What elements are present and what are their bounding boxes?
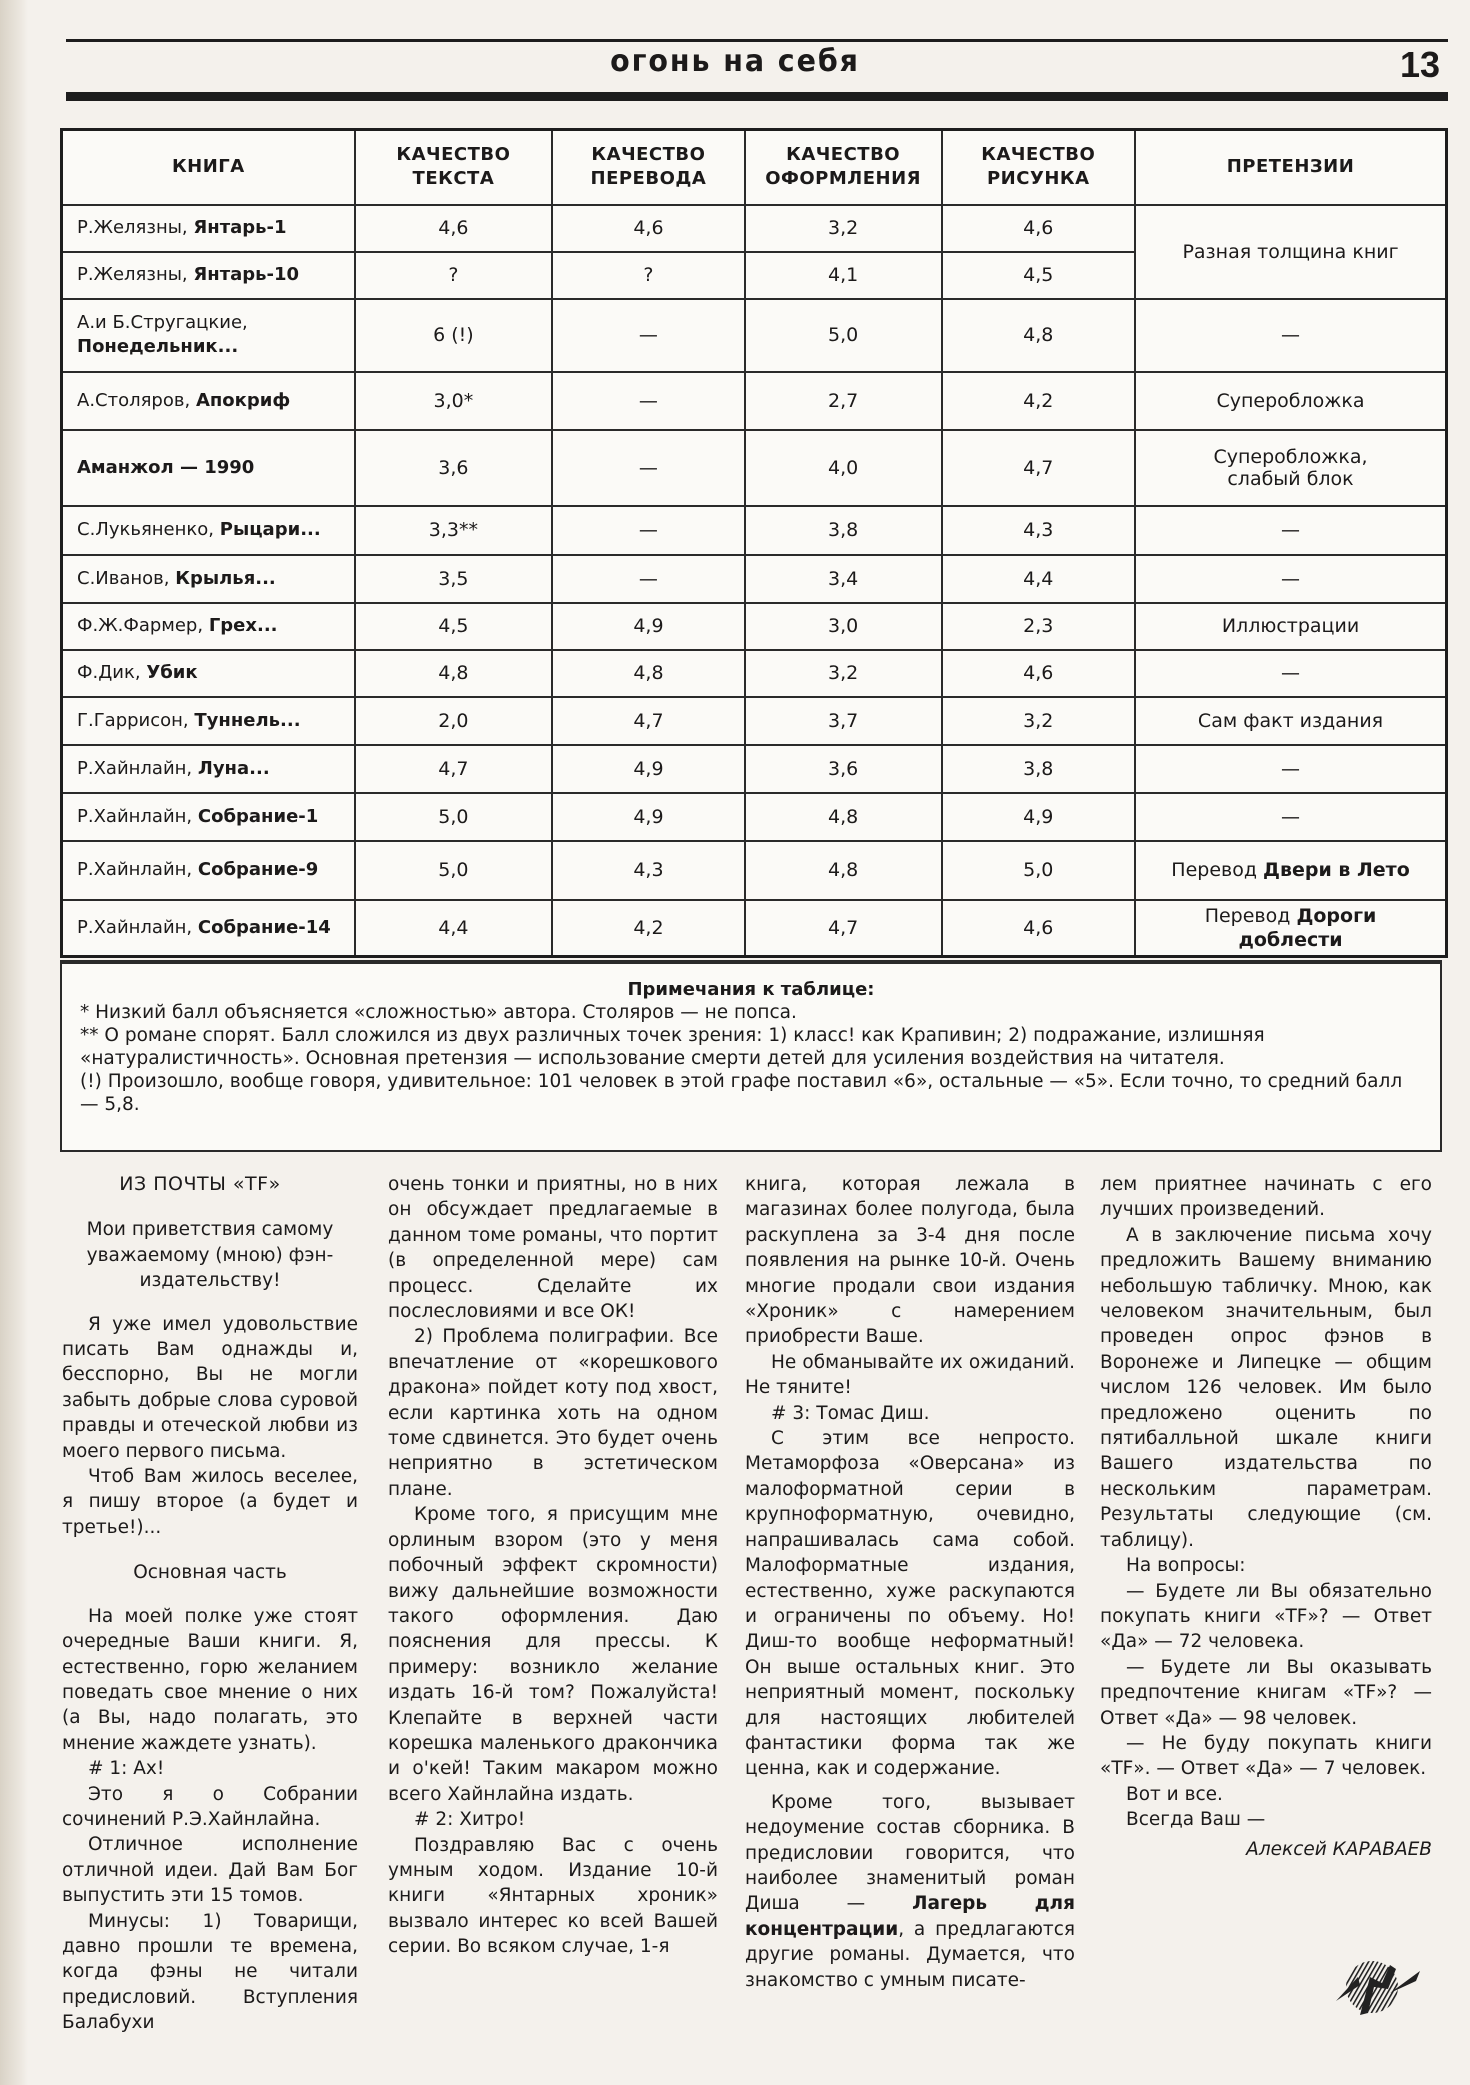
claims-cell: — xyxy=(1135,793,1446,841)
translation-quality-cell: ? xyxy=(552,252,745,299)
book-cell: Ф.Дик, Убик xyxy=(62,650,355,697)
book-cell: А.Столяров, Апокриф xyxy=(62,372,355,430)
book-cell: Р.Хайнлайн, Луна... xyxy=(62,745,355,793)
book-cell: С.Лукьяненко, Рыцари... xyxy=(62,506,355,555)
note-item: * Низкий балл объясняется «сложностью» автора. Столяров — не попса. xyxy=(80,1002,797,1023)
text-quality-cell: 5,0 xyxy=(355,793,552,841)
text-quality-cell: ? xyxy=(355,252,552,299)
paragraph: # 1: Ах! xyxy=(88,1758,165,1780)
column-header-design-quality: КАЧЕСТВО ОФОРМЛЕНИЯ xyxy=(745,130,942,205)
book-cell: Р.Желязны, Янтарь-1 xyxy=(62,205,355,252)
book-cell: Р.Хайнлайн, Собрание-1 xyxy=(62,793,355,841)
drawing-quality-cell: 4,9 xyxy=(942,793,1136,841)
translation-quality-cell: 4,3 xyxy=(552,841,745,900)
page-number: 13 xyxy=(1399,44,1440,85)
table-row xyxy=(62,603,1447,650)
text-quality-cell: 4,6 xyxy=(355,205,552,252)
paragraph: Я уже имел удовольствие писать Вам однажды и, бесспорно, Вы не могли забыть добрые слова суровой правды и отеческой любви из моего первого письма. xyxy=(62,1313,358,1462)
translation-quality-cell: 4,7 xyxy=(552,697,745,745)
paragraph: Это я о Собрании сочинений Р.Э.Хайнлайна. xyxy=(62,1783,358,1830)
paragraph: Кроме того, вызывает недоумение состав сборника. В предисловии говорится, что наиболее знаменитый роман Диша — Лагерь для концентрации, а предлагаются другие романы. Думается, что знакомство с умным писате- xyxy=(745,1791,1075,1991)
paragraph: 2) Проблема полиграфии. Все впечатление от «корешкового дракона» пойдет коту под хвост, если картинка хоть на одном томе сдвинется. Это будет очень неприятно в эстетическом плане. xyxy=(388,1326,718,1500)
table-row xyxy=(62,430,1447,506)
article-column-3 xyxy=(745,1172,1075,1993)
paragraph: книга, которая лежала в магазинах более полугода, была раскуплена за 3-4 дня после появления на рынке 10-й. Очень многие продали свои издания «Хроник» с намерением приобрести Ваше. xyxy=(745,1174,1075,1348)
claims-cell: — xyxy=(1135,555,1446,603)
header-rule-top xyxy=(66,39,1448,42)
article-greeting: Мои приветствия самому уважаемому (мною) фэн-издательству! xyxy=(86,1219,334,1292)
article-rubric: ИЗ ПОЧТЫ «TF» xyxy=(119,1173,281,1195)
text-quality-cell: 4,8 xyxy=(355,650,552,697)
design-quality-cell: 4,0 xyxy=(745,430,942,506)
paragraph: На моей полке уже стоят очередные Ваши книги. Я, естественно, горю желанием поведать свое мнение о них (а Вы, надо полагать, это мнение жаждете узнать). xyxy=(62,1605,358,1754)
table-row xyxy=(62,697,1447,745)
column-header-drawing-quality: КАЧЕСТВО РИСУНКА xyxy=(942,130,1136,205)
article-column-1 xyxy=(62,1172,358,2036)
translation-quality-cell: — xyxy=(552,299,745,372)
book-cell: Р.Хайнлайн, Собрание-9 xyxy=(62,841,355,900)
paragraph: А в заключение письма хочу предложить Вашему вниманию небольшую табличку. Мною, как человеком значительным, был проведен опрос фэнов в Воронеже и Липецке — общим числом 126 человек. Им было предложено оценить по пятибалльной шкале книги Вашего издательства по нескольким параметрам. Результаты следующие (см. таблицу). xyxy=(1100,1224,1432,1551)
text-quality-cell: 4,7 xyxy=(355,745,552,793)
design-quality-cell: 2,7 xyxy=(745,372,942,430)
translation-quality-cell: 4,6 xyxy=(552,205,745,252)
section-title: огонь на себя xyxy=(610,44,860,79)
table-row xyxy=(62,506,1447,555)
paragraph: Всегда Ваш — xyxy=(1126,1809,1266,1831)
drawing-quality-cell: 4,4 xyxy=(942,555,1136,603)
paragraph: Вот и все. xyxy=(1126,1783,1223,1805)
text-quality-cell: 5,0 xyxy=(355,841,552,900)
claims-cell: Разная толщина книг xyxy=(1135,205,1446,299)
text-quality-cell: 2,0 xyxy=(355,697,552,745)
survey-question: — Будете ли Вы оказывать предпочтение книгам «TF»? — Ответ «Да» — 98 человек. xyxy=(1100,1656,1432,1729)
translation-quality-cell: 4,9 xyxy=(552,603,745,650)
article-subhead: Основная часть xyxy=(133,1562,287,1584)
survey-question: — Будете ли Вы обязательно покупать книги «TF»? — Ответ «Да» — 72 человека. xyxy=(1100,1580,1432,1653)
note-item: ** О романе спорят. Балл сложился из двух различных точек зрения: 1) класс! как Крапивин; 2) подражание, излишняя «натуралистичность». Основная претензия — использование смерти детей для усиления воздействия на читателя. xyxy=(80,1025,1265,1069)
paragraph: Чтоб Вам жилось веселее, я пишу второе (а будет и третье!)... xyxy=(62,1466,358,1538)
paragraph: Поздравляю Вас с очень умным ходом. Издание 10-й книги «Янтарных хроник» вызвало интерес ко всей Вашей серии. Во всяком случае, 1-я xyxy=(388,1834,718,1958)
drawing-quality-cell: 4,6 xyxy=(942,205,1136,252)
book-cell: Р.Желязны, Янтарь-10 xyxy=(62,252,355,299)
design-quality-cell: 3,7 xyxy=(745,697,942,745)
translation-quality-cell: 4,2 xyxy=(552,900,745,957)
text-quality-cell: 3,5 xyxy=(355,555,552,603)
table-row xyxy=(62,745,1447,793)
column-header-text-quality: КАЧЕСТВО ТЕКСТА xyxy=(355,130,552,205)
book-cell: Аманжол — 1990 xyxy=(62,430,355,506)
notes-title: Примечания к таблице: xyxy=(627,979,875,1000)
section-marker: # 2: Хитро! xyxy=(414,1809,526,1831)
claims-cell: Перевод Двери в Лето xyxy=(1135,841,1446,900)
drawing-quality-cell: 3,8 xyxy=(942,745,1136,793)
table-row xyxy=(62,841,1447,900)
design-quality-cell: 3,6 xyxy=(745,745,942,793)
table-row xyxy=(62,793,1447,841)
column-header-book: КНИГА xyxy=(62,130,355,205)
survey-question: — Не буду покупать книги «TF». — Ответ «Да» — 7 человек. xyxy=(1100,1732,1432,1780)
claims-cell: — xyxy=(1135,299,1446,372)
table-row xyxy=(62,205,1447,252)
claims-cell: Сам факт издания xyxy=(1135,697,1446,745)
column-header-translation-quality: КАЧЕСТВО ПЕРЕВОДА xyxy=(552,130,745,205)
claims-cell: Иллюстрации xyxy=(1135,603,1446,650)
book-cell: Г.Гаррисон, Туннель... xyxy=(62,697,355,745)
paragraph: лем приятнее начинать с его лучших произведений. xyxy=(1100,1174,1432,1221)
design-quality-cell: 3,8 xyxy=(745,506,942,555)
drawing-quality-cell: 4,8 xyxy=(942,299,1136,372)
section-marker: # 3: Томас Диш. xyxy=(771,1402,930,1424)
text-quality-cell: 3,6 xyxy=(355,430,552,506)
paragraph: Минусы: 1) Товарищи, давно прошли те времена, когда фэны не читали предисловий. Вступления Балабухи xyxy=(62,1910,358,2034)
column-header-claims: ПРЕТЕНЗИИ xyxy=(1135,130,1446,205)
article-column-4 xyxy=(1100,1172,1432,1862)
translation-quality-cell: 4,9 xyxy=(552,745,745,793)
table-notes xyxy=(60,960,1442,1152)
text-quality-cell: 3,0* xyxy=(355,372,552,430)
drawing-quality-cell: 3,2 xyxy=(942,697,1136,745)
text-quality-cell: 3,3** xyxy=(355,506,552,555)
publisher-logo-icon xyxy=(1330,1955,1426,2019)
paragraph: Отличное исполнение отличной идеи. Дай Вам Бог выпустить эти 15 томов. xyxy=(62,1834,358,1907)
book-cell: Р.Хайнлайн, Собрание-14 xyxy=(62,900,355,957)
book-cell: Ф.Ж.Фармер, Грех... xyxy=(62,603,355,650)
design-quality-cell: 4,1 xyxy=(745,252,942,299)
paragraph: На вопросы: xyxy=(1126,1555,1246,1577)
translation-quality-cell: — xyxy=(552,372,745,430)
book-cell: А.и Б.Стругацкие, Понедельник... xyxy=(62,299,355,372)
table-row xyxy=(62,900,1447,957)
paragraph: Не обманывайте их ожиданий. Не тяните! xyxy=(745,1351,1075,1399)
book-cell: С.Иванов, Крылья... xyxy=(62,555,355,603)
translation-quality-cell: — xyxy=(552,430,745,506)
book-title-emphasis: Лагерь для концентрации xyxy=(745,1893,1075,1940)
note-item: (!) Произошло, вообще говоря, удивительное: 101 человек в этой графе поставил «6», остальные — «5». Если точно, то средний балл — 5,8. xyxy=(80,1071,1403,1115)
table-row xyxy=(62,372,1447,430)
text-quality-cell: 4,4 xyxy=(355,900,552,957)
claims-cell: Суперобложка, слабый блок xyxy=(1135,430,1446,506)
translation-quality-cell: — xyxy=(552,506,745,555)
page-gutter-shadow xyxy=(0,0,28,2085)
claims-cell: Суперобложка xyxy=(1135,372,1446,430)
drawing-quality-cell: 4,6 xyxy=(942,650,1136,697)
article-column-2 xyxy=(388,1172,718,1960)
design-quality-cell: 3,4 xyxy=(745,555,942,603)
paragraph: Кроме того, я присущим мне орлиным взором (это у меня побочный эффект скромности) вижу дальнейшие возможности такого оформления. Даю пояснения для прессы. К примеру: возникло желание издать 16-й том? Пожалуйста! Клепайте в верхней части корешка маленького дракончика и о'кей! Таким макаром можно всего Хайнлайна издать. xyxy=(388,1504,718,1805)
ratings-table xyxy=(60,128,1448,958)
claims-cell: — xyxy=(1135,745,1446,793)
author-signature: Алексей КАРАВАЕВ xyxy=(1246,1838,1432,1860)
drawing-quality-cell: 2,3 xyxy=(942,603,1136,650)
translation-quality-cell: 4,8 xyxy=(552,650,745,697)
claims-cell: Перевод Дороги доблести xyxy=(1135,900,1446,957)
translation-quality-cell: — xyxy=(552,555,745,603)
design-quality-cell: 4,7 xyxy=(745,900,942,957)
drawing-quality-cell: 4,3 xyxy=(942,506,1136,555)
table-row xyxy=(62,299,1447,372)
design-quality-cell: 3,2 xyxy=(745,650,942,697)
table-header-row xyxy=(62,130,1447,205)
design-quality-cell: 4,8 xyxy=(745,793,942,841)
design-quality-cell: 3,2 xyxy=(745,205,942,252)
text-quality-cell: 6 (!) xyxy=(355,299,552,372)
drawing-quality-cell: 5,0 xyxy=(942,841,1136,900)
claims-cell: — xyxy=(1135,650,1446,697)
header-rule-bottom xyxy=(66,92,1448,101)
drawing-quality-cell: 4,6 xyxy=(942,900,1136,957)
paragraph: очень тонки и приятны, но в них он обсуждает предлагаемые в данном томе романы, что портит (в определенной мере) сам процесс. Сделайте их послесловиями и все ОК! xyxy=(388,1174,718,1323)
table-row xyxy=(62,555,1447,603)
text-quality-cell: 4,5 xyxy=(355,603,552,650)
design-quality-cell: 4,8 xyxy=(745,841,942,900)
drawing-quality-cell: 4,7 xyxy=(942,430,1136,506)
design-quality-cell: 3,0 xyxy=(745,603,942,650)
paragraph: С этим все непросто. Метаморфоза «Оверсана» из малоформатной серии в крупноформатную, очевидно, напрашивалась сама собой. Малоформатные издания, естественно, хуже раскупаются и ограничены по объему. Но! Диш-то вообще неформатный! Он выше остальных книг. Это неприятный момент, поскольку для настоящих любителей фантастики форма так же ценна, как и содержание. xyxy=(745,1428,1075,1780)
table-row xyxy=(62,650,1447,697)
drawing-quality-cell: 4,5 xyxy=(942,252,1136,299)
translation-quality-cell: 4,9 xyxy=(552,793,745,841)
drawing-quality-cell: 4,2 xyxy=(942,372,1136,430)
claims-cell: — xyxy=(1135,506,1446,555)
design-quality-cell: 5,0 xyxy=(745,299,942,372)
